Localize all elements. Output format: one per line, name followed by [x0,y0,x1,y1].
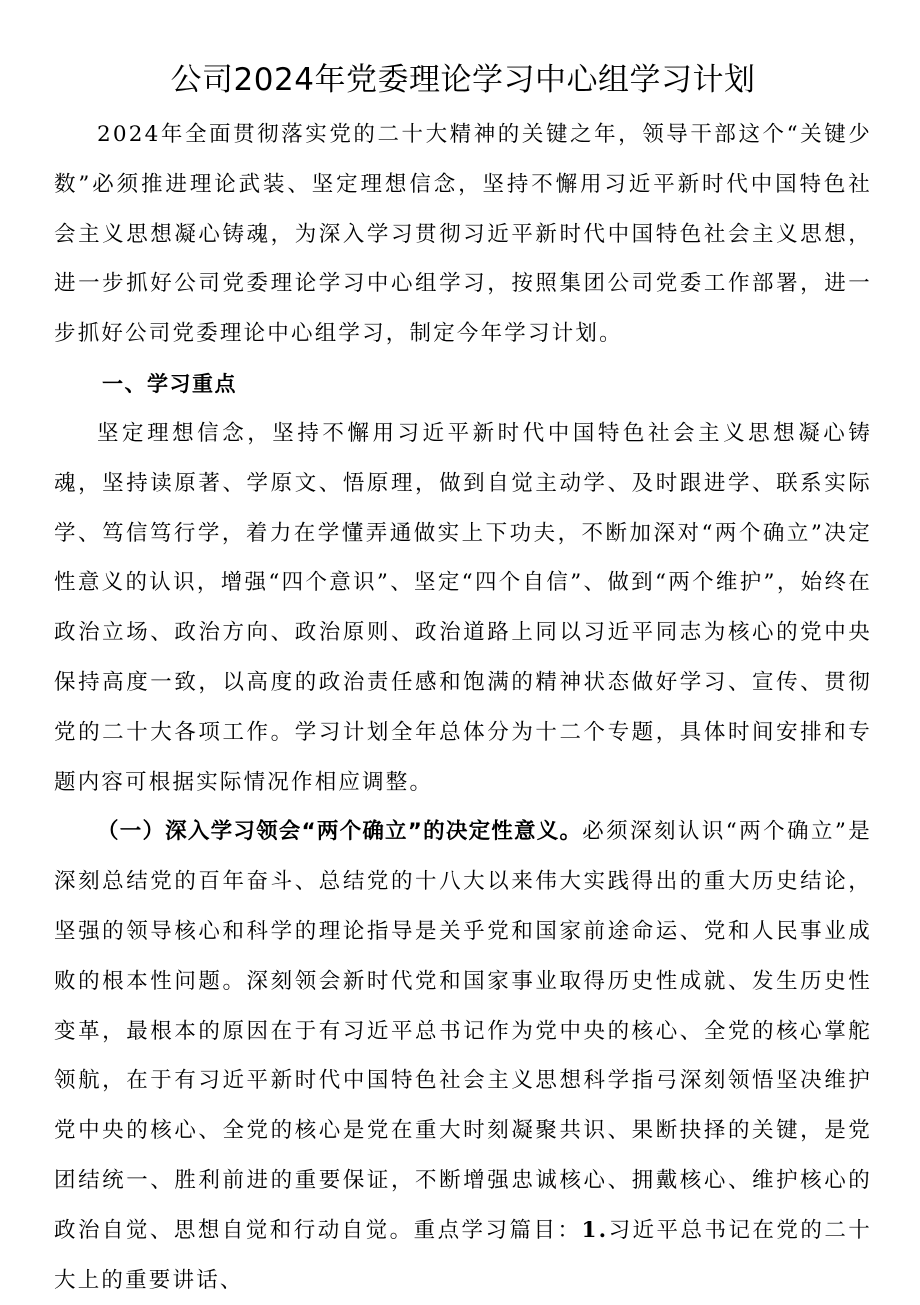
topic-one-item-text: 习近平总书记在党的二十大上的重要讲话、 [54,1217,873,1293]
section-heading-study-focus: 一、学习重点 [102,371,237,396]
intro-paragraph: 2024年全面贯彻落实党的二十大精神的关键之年，领导干部这个“关键少数”必须推进理论武装、坚定理想信念，坚持不懈用习近平新时代中国特色社会主义思想凝心铸魂，为深入学习贯彻习近平新时代中国特色社会主义思想，进一步抓好公司党委理论学习中心组学习，按照集团公司党委工作部署，进一步抓好公司党委理论中心组学习，制定今年学习计划。 [54,122,872,347]
topic-one-paragraph [54,807,872,1305]
topic-one-body: 必须深刻认识“两个确立”是深刻总结党的百年奋斗、总结党的十八大以来伟大实践得出的重大历史结论，坚强的领导核心和科学的理论指导是关乎党和国家前途命运、党和人民事业成败的根本性问题。深刻领会新时代党和国家事业取得历史性成就、发生历史性变革，最根本的原因在于有习近平总书记作为党中央的核心、全党的核心掌舵领航，在于有习近平新时代中国特色社会主义思想科学指弓深刻领悟坚决维护党中央的核心、全党的核心是党在重大时刻凝聚共识、果断抉择的关键，是党团结统一、胜利前进的重要保证，不断增强忠诚核心、拥戴核心、维护核心的政治自觉、思想自觉和行动自觉。重点学习篇目： [54,819,872,1243]
topic-one-heading: （一）深入学习领会“两个确立”的决定性意义。 [97,819,583,845]
study-focus-paragraph: 坚定理想信念，坚持不懈用习近平新时代中国特色社会主义思想凝心铸魂，坚持读原著、学原文、悟原理，做到自觉主动学、及时跟进学、联系实际学、笃信笃行学，着力在学懂弄通做实上下功夫，不断加深对“两个确立”决定性意义的认识，增强“四个意识”、坚定“四个自信”、做到“两个维护”，始终在政治立场、政治方向、政治原则、政治道路上同以习近平同志为核心的党中央保持高度一致，以高度的政治责任感和饱满的精神状态做好学习、宣传、贯彻党的二十大各项工作。学习计划全年总体分为十二个专题，具体时间安排和专题内容可根据实际情况作相应调整。 [54,420,872,795]
topic-one-item-number: 1. [581,1217,609,1243]
document-title: 公司2024年党委理论学习中心组学习计划 [170,62,756,98]
